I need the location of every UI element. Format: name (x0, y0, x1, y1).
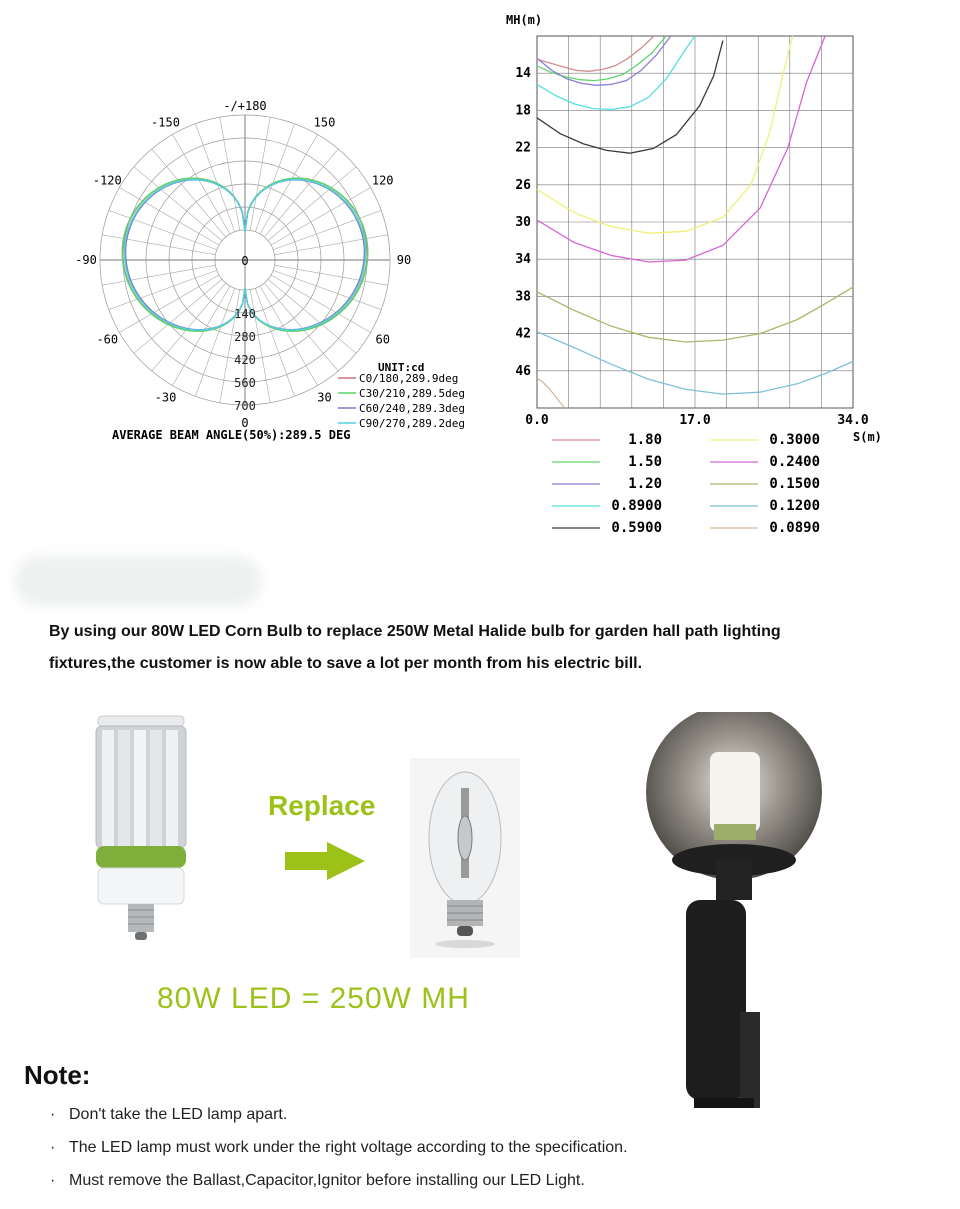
note-item (50, 1168, 628, 1201)
isolux-y-tick: 18 (515, 103, 531, 119)
garden-lamp-icon (640, 712, 830, 1112)
polar-radial-tick-label: 560 (234, 376, 256, 390)
polar-radial-tick-label: 140 (234, 307, 256, 321)
isolux-y-tick: 30 (515, 215, 531, 230)
polar-legend-label: C0/180,289.9deg (359, 372, 459, 385)
metal-halide-bulb-icon (410, 758, 520, 958)
polar-angle-label: -60 (96, 332, 119, 347)
polar-angle-label: -120 (92, 173, 122, 188)
polar-grid-spoke (109, 270, 217, 309)
polar-radial-tick-label: 280 (234, 330, 256, 344)
polar-grid-spoke (195, 288, 234, 396)
isolux-legend-label: 0.2400 (769, 454, 820, 470)
polar-legend (338, 372, 465, 430)
isolux-legend-label: 0.5900 (611, 520, 662, 536)
isolux-y-tick: 14 (515, 66, 531, 82)
polar-grid-spoke (255, 124, 294, 232)
replace-arrow-icon (283, 840, 367, 887)
isolux-legend-label: 0.3000 (769, 432, 820, 448)
polar-angle-label: 30 (317, 390, 332, 405)
isolux-legend (552, 432, 820, 536)
polar-bottom-label: 0 (241, 416, 249, 430)
led-corn-bulb-icon (88, 712, 198, 947)
replace-label: Replace (268, 790, 376, 821)
polar-photometric-chart (60, 90, 490, 450)
polar-grid-spoke (250, 117, 270, 230)
note-item-text: The LED lamp must work under the right voltage according to the specification. (69, 1139, 628, 1156)
polar-grid-spoke (273, 270, 381, 309)
wattage-equation: 80W LED = 250W MH (157, 982, 470, 1015)
isolux-x-tick: 0.0 (525, 413, 549, 428)
polar-center-label: 0 (241, 254, 249, 268)
isolux-legend-label: 0.1200 (769, 498, 820, 514)
polar-angle-label: 150 (313, 115, 336, 130)
polar-legend-label: C30/210,289.5deg (359, 387, 465, 400)
polar-unit-label: UNIT:cd (378, 361, 425, 374)
polar-angle-label: 90 (396, 253, 412, 267)
polar-angle-label: 120 (371, 173, 394, 188)
note-item-text: Must remove the Ballast,Capacitor,Ignitor before installing our LED Light. (69, 1172, 585, 1189)
isolux-y-tick: 46 (515, 363, 531, 379)
polar-beam-angle: AVERAGE BEAM ANGLE(50%):289.5 DEG (112, 428, 351, 442)
isolux-x-tick: 17.0 (679, 413, 711, 428)
polar-top-label: -/+180 (223, 99, 267, 113)
isolux-y-tick: 22 (515, 140, 531, 156)
intro-line-1: By using our 80W LED Corn Bulb to replace 250W Metal Halide bulb for garden hall path lighting (49, 623, 781, 640)
led-corn-bulb-image (88, 712, 198, 947)
isolux-y-axis-label: MH(m) (506, 13, 543, 27)
isolux-legend-label: 1.80 (628, 432, 662, 448)
polar-radial-tick-label: 420 (234, 353, 256, 367)
bullet-icon: · (50, 1106, 56, 1123)
isolux-x-axis-label: S(m) (853, 430, 882, 444)
note-item-text: Don't take the LED lamp apart. (69, 1106, 288, 1123)
polar-chart-svg (60, 90, 490, 450)
polar-grid-spoke (220, 117, 240, 230)
garden-lamp-photo (640, 712, 830, 1112)
isolux-y-tick: 26 (515, 177, 531, 193)
polar-grid-spoke (275, 265, 388, 285)
note-item (50, 1102, 628, 1135)
polar-angle-label: -150 (151, 115, 180, 130)
bullet-icon: · (50, 1172, 56, 1189)
polar-grid-spoke (275, 235, 388, 255)
polar-grid-spoke (255, 288, 294, 396)
isolux-y-tick: 34 (515, 252, 531, 268)
isolux-legend-label: 0.1500 (769, 476, 820, 492)
isolux-y-tick: 38 (515, 289, 531, 305)
isolux-legend-label: 0.0890 (769, 520, 820, 536)
arrow-right-icon (283, 840, 367, 882)
intro-line-2: fixtures,the customer is now able to save a lot per month from his electric bill. (49, 655, 643, 672)
intro-paragraph (49, 616, 919, 680)
polar-radial-tick-label: 700 (234, 399, 256, 413)
polar-grid-spoke (102, 235, 215, 255)
note-title: Note: (24, 1060, 91, 1090)
isolux-chart-svg (500, 8, 900, 548)
polar-angle-label: -30 (154, 390, 177, 405)
polar-legend-label: C60/240,289.3deg (359, 402, 465, 415)
isolux-y-tick: 42 (515, 326, 531, 342)
isolux-legend-label: 1.20 (628, 476, 662, 492)
metal-halide-bulb-image (410, 758, 520, 958)
note-list (50, 1102, 628, 1201)
isolux-x-tick: 34.0 (837, 413, 869, 428)
blurred-banner (14, 556, 262, 606)
bullet-icon: · (50, 1139, 56, 1156)
polar-angle-label: 60 (375, 332, 390, 347)
polar-grid-spoke (102, 265, 215, 285)
polar-legend-label: C90/270,289.2deg (359, 417, 465, 430)
polar-angle-label: -90 (75, 253, 97, 267)
note-item (50, 1135, 628, 1168)
isolux-legend-label: 0.8900 (611, 498, 662, 514)
isolux-chart (500, 8, 900, 548)
isolux-legend-label: 1.50 (628, 454, 662, 470)
polar-grid-spoke (195, 124, 234, 232)
